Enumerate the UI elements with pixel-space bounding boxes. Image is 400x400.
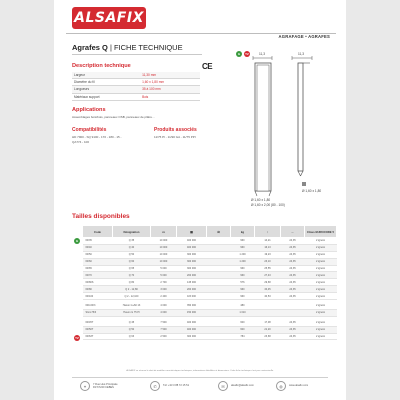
width-label-front: 11,3: [259, 52, 265, 56]
cell-kg: 960: [231, 272, 255, 279]
cell-weight: [207, 251, 231, 258]
cell-box-qty: 5 000: [151, 272, 177, 279]
cell-box-qty: 10 000: [151, 258, 177, 265]
cell-kg: 600: [231, 320, 255, 326]
cell-designation: Q 50: [113, 326, 151, 333]
cell-designation: Q 35: [113, 238, 151, 245]
description-row: [72, 86, 200, 93]
cell-box-qty: 2 700: [151, 279, 177, 286]
cell-designation: Q 2 - 12,100: [113, 293, 151, 300]
cell-code: SG4-75/3: [83, 309, 113, 316]
cell-size: [281, 309, 305, 316]
cell-code: 60/65: [83, 265, 113, 272]
section-label: Ø 1,60 x 1,80: [302, 189, 322, 193]
disclaimer-text: ALSAFIX se réserve le droit de modifier caractéristiques techniques, informations détaillées et dimensions. Cette fiche technique n'est pas contractuelle.: [126, 370, 274, 372]
table-row: [83, 265, 337, 272]
cell-eurocode: 2 ignoré: [305, 272, 337, 279]
sizes-table: [82, 225, 337, 340]
applications-text: Assemblages bois/bois, panneaux OSB, panneaux de plâtre…: [72, 115, 156, 119]
cell-designation: Q 60: [113, 258, 151, 265]
cell-code: 60/50: [83, 251, 113, 258]
cell-length: 34,45: [255, 286, 281, 293]
cell-pallet-qty: 400 000: [177, 244, 207, 251]
cell-size: 24,35: [281, 320, 305, 326]
cell-eurocode: 2 ignoré: [305, 279, 337, 286]
cell-designation: Q 80: [113, 279, 151, 286]
table-row: [83, 293, 337, 300]
cell-length: 25,55: [255, 265, 281, 272]
cell-kg: 1 200: [231, 258, 255, 265]
table-row: [83, 244, 337, 251]
table-row: [83, 272, 337, 279]
phone-text[interactable]: Tél: +33 3 88 72 15 51: [163, 384, 190, 388]
col-header-designation: Désignation: [113, 226, 151, 238]
cell-weight: [207, 258, 231, 265]
cell-size: 24,35: [281, 279, 305, 286]
tz-badge-icon: TZ: [245, 52, 249, 56]
compatibilites-heading: Compatibilités: [72, 127, 107, 133]
cell-box-qty: 4 000: [151, 309, 177, 316]
cell-length: [255, 309, 281, 316]
compatibilites-line: HD 7900 - SQ 9100 - 170 - 180 - 15 -: [72, 135, 122, 139]
table-row: [83, 333, 337, 340]
description-label: Longueurs: [72, 86, 140, 93]
applications-heading: Applications: [72, 107, 106, 113]
cell-box-qty: 10 000: [151, 251, 177, 258]
cell-eurocode: 2 ignoré: [305, 320, 337, 326]
footer-website[interactable]: [276, 381, 308, 391]
description-label: Matériaux support: [72, 93, 140, 100]
wire-label-2: Ø 1,60 x 2,00 (80 - 100): [251, 203, 285, 207]
cell-kg: 1 200: [231, 251, 255, 258]
cell-kg: 960: [231, 293, 255, 300]
page-title-product: Agrafes Q: [72, 43, 108, 52]
sizes-heading: Tailles disponibles: [72, 213, 130, 220]
cell-size: 24,35: [281, 326, 305, 333]
cell-length: 40,53: [255, 293, 281, 300]
cell-code: 60/40: [83, 244, 113, 251]
cell-pallet-qty: 300 000: [177, 258, 207, 265]
col-header-length-icon: ↕: [255, 226, 281, 238]
cell-kg: 960: [231, 286, 255, 293]
cell-eurocode: 2 ignoré: [305, 265, 337, 272]
cell-designation: Q 63: [113, 333, 151, 340]
cell-code: 60/80S: [83, 279, 113, 286]
address-line: 7 Rue Hué Principale: [93, 382, 118, 386]
cell-length: 19,23: [255, 251, 281, 258]
cell-box-qty: 2 500: [151, 333, 177, 340]
cell-pallet-qty: 200 000: [177, 286, 207, 293]
cell-eurocode: 2 ignoré: [305, 293, 337, 300]
cell-box-qty: 5 000: [151, 265, 177, 272]
cell-kg: 960: [231, 265, 255, 272]
cell-length: 23,68: [255, 333, 281, 340]
cell-length: 29,68: [255, 279, 281, 286]
cell-eurocode: 2 ignoré: [305, 238, 337, 245]
email-text[interactable]: alsafix@alsafix.com: [231, 384, 254, 388]
cell-weight: [207, 238, 231, 245]
cell-weight: [207, 272, 231, 279]
page-title: [72, 43, 183, 52]
group-badge-tz-icon: TZ: [75, 336, 79, 340]
cell-length: 14,21: [255, 238, 281, 245]
cell-weight: [207, 286, 231, 293]
cell-size: 24,35: [281, 265, 305, 272]
cell-designation: Q 65: [113, 265, 151, 272]
cell-eurocode: 2 ignoré: [305, 286, 337, 293]
globe-icon: ◍: [276, 381, 286, 391]
col-header-eurocode: Clous EUROCODE 5: [305, 226, 337, 238]
email-icon: ✉: [218, 381, 228, 391]
cell-eurocode: 2 ignoré: [305, 303, 337, 309]
cell-weight: [207, 309, 231, 316]
description-table: [72, 72, 200, 101]
cell-kg: 576: [231, 279, 255, 286]
cell-eurocode: 2 ignoré: [305, 258, 337, 265]
cell-box-qty: 10 000: [151, 238, 177, 245]
cell-box-qty: 10 000: [151, 244, 177, 251]
cell-size: 24,35: [281, 333, 305, 340]
footer-address: [80, 381, 118, 391]
header-category: AGRAFAGE • AGRAFES: [278, 34, 330, 39]
cell-designation: Q 45: [113, 320, 151, 326]
cell-size: 24,35: [281, 293, 305, 300]
cell-code: 60/80: [83, 286, 113, 293]
cell-kg: 960: [231, 244, 255, 251]
col-header-weight-icon: ⚖: [207, 226, 231, 238]
cell-code: 60/50T: [83, 326, 113, 333]
phone-icon: ✆: [150, 381, 160, 391]
cell-code: 60/70: [83, 272, 113, 279]
description-value: Bois: [140, 93, 200, 100]
produits-line: 11/75 PI - 11/90 GA - 11/75 PPI: [154, 135, 196, 139]
cell-designation: Haxon G 75 PI: [113, 309, 151, 316]
website-text[interactable]: www.alsafix.com: [289, 384, 309, 388]
datasheet-page: [54, 0, 346, 400]
footer-email[interactable]: [218, 381, 254, 391]
cell-pallet-qty: 200 000: [177, 272, 207, 279]
cell-eurocode: 2 ignoré: [305, 251, 337, 258]
cell-size: 24,35: [281, 272, 305, 279]
footer-phone[interactable]: [150, 381, 189, 391]
cell-kg: 1 010: [231, 309, 255, 316]
cell-pallet-qty: 145 000: [177, 279, 207, 286]
col-header-box-icon: ▭: [151, 226, 177, 238]
cell-eurocode: 2 ignoré: [305, 333, 337, 340]
cell-size: 24,35: [281, 286, 305, 293]
title-divider: [72, 54, 202, 55]
col-header-kg-label: kg: [240, 229, 245, 234]
cell-code: 600-60/3: [83, 303, 113, 309]
cell-pallet-qty: 400 000: [177, 238, 207, 245]
col-header-kg: [231, 226, 255, 238]
cell-pallet-qty: 300 000: [177, 251, 207, 258]
cell-code: 60/35: [83, 238, 113, 245]
cell-kg: 480: [231, 303, 255, 309]
location-pin-icon: ⌖: [80, 381, 90, 391]
cell-weight: [207, 326, 231, 333]
description-value: 11,30 mm: [140, 72, 200, 79]
cell-code: 60/63T: [83, 333, 113, 340]
cell-pallet-qty: 300 000: [177, 333, 207, 340]
cell-code: 60/100: [83, 293, 113, 300]
description-row: [72, 93, 200, 100]
cell-weight: [207, 279, 231, 286]
table-row: [83, 286, 337, 293]
col-header-code: Code: [83, 226, 113, 238]
cell-length: 27,43: [255, 272, 281, 279]
table-row: [83, 279, 337, 286]
table-row: [83, 251, 337, 258]
cell-pallet-qty: 150 000: [177, 309, 207, 316]
description-row: [72, 79, 200, 86]
group-badge-galva-icon: G: [75, 239, 79, 243]
cell-size: 24,35: [281, 251, 305, 258]
table-row: [83, 258, 337, 265]
cell-kg: 600: [231, 326, 255, 333]
cell-weight: [207, 293, 231, 300]
cell-eurocode: 2 ignoré: [305, 244, 337, 251]
cell-box-qty: 3 000: [151, 286, 177, 293]
alsafix-logo: ALSAFIX: [72, 7, 146, 29]
cell-length: 16,13: [255, 244, 281, 251]
footer-divider: [72, 377, 328, 378]
cell-size: 24,35: [281, 244, 305, 251]
table-row: [83, 309, 337, 316]
cell-pallet-qty: 350 000: [177, 303, 207, 309]
cell-box-qty: 7 500: [151, 320, 177, 326]
produits-heading: Produits associés: [154, 127, 197, 133]
staple-diagram: [250, 56, 340, 206]
ce-mark-icon: CE: [202, 62, 213, 71]
description-heading: Description technique: [72, 63, 131, 69]
description-row: [72, 72, 200, 79]
cell-box-qty: 4 000: [151, 303, 177, 309]
cell-eurocode: 2 ignoré: [305, 326, 337, 333]
col-header-pallet-icon: ▦: [177, 226, 207, 238]
cell-length: 17,08: [255, 320, 281, 326]
cell-code: 60/45T: [83, 320, 113, 326]
cell-code: 60/60: [83, 258, 113, 265]
col-header-size-icon: ↔: [281, 226, 305, 238]
cell-length: 21,20: [255, 326, 281, 333]
cell-designation: Q 70: [113, 272, 151, 279]
cell-designation: Q 50: [113, 251, 151, 258]
cell-box-qty: 2 400: [151, 293, 177, 300]
cell-box-qty: 7 500: [151, 326, 177, 333]
description-value: 35 à 100 mm: [140, 86, 200, 93]
cell-size: 24,35: [281, 258, 305, 265]
cell-designation: Q 40: [113, 244, 151, 251]
cell-kg: 784: [231, 333, 255, 340]
cell-length: 23,10: [255, 258, 281, 265]
address-line: FR 67240 CEBES: [93, 386, 114, 389]
galva-badge-icon: G: [237, 52, 241, 56]
width-label-side: 11,3: [298, 52, 304, 56]
description-label: Diamètre du fil: [72, 79, 140, 86]
wire-label-1: Ø 1,60 x 1,80: [251, 198, 271, 202]
cell-weight: [207, 265, 231, 272]
description-value: 1,60 x 1,80 mm: [140, 79, 200, 86]
cell-size: 24,35: [281, 238, 305, 245]
cell-pallet-qty: 115 000: [177, 293, 207, 300]
table-header-row: [83, 226, 337, 238]
cell-pallet-qty: 400 000: [177, 326, 207, 333]
cell-designation: Q 2 - 12,80: [113, 286, 151, 293]
sizes-table-body: [83, 238, 337, 340]
table-row: [83, 238, 337, 245]
cell-weight: [207, 244, 231, 251]
cell-pallet-qty: 400 000: [177, 320, 207, 326]
cell-weight: [207, 333, 231, 340]
cell-eurocode: 2 ignoré: [305, 309, 337, 316]
description-label: Largeur: [72, 72, 140, 79]
table-row: [83, 326, 337, 333]
page-title-suffix: | FICHE TECHNIQUE: [107, 43, 183, 52]
compatibilites-line: QA774 - 100: [72, 140, 90, 144]
cell-designation: Haxon G+60 13: [113, 303, 151, 309]
cell-pallet-qty: 300 000: [177, 265, 207, 272]
cell-kg: 960: [231, 238, 255, 245]
